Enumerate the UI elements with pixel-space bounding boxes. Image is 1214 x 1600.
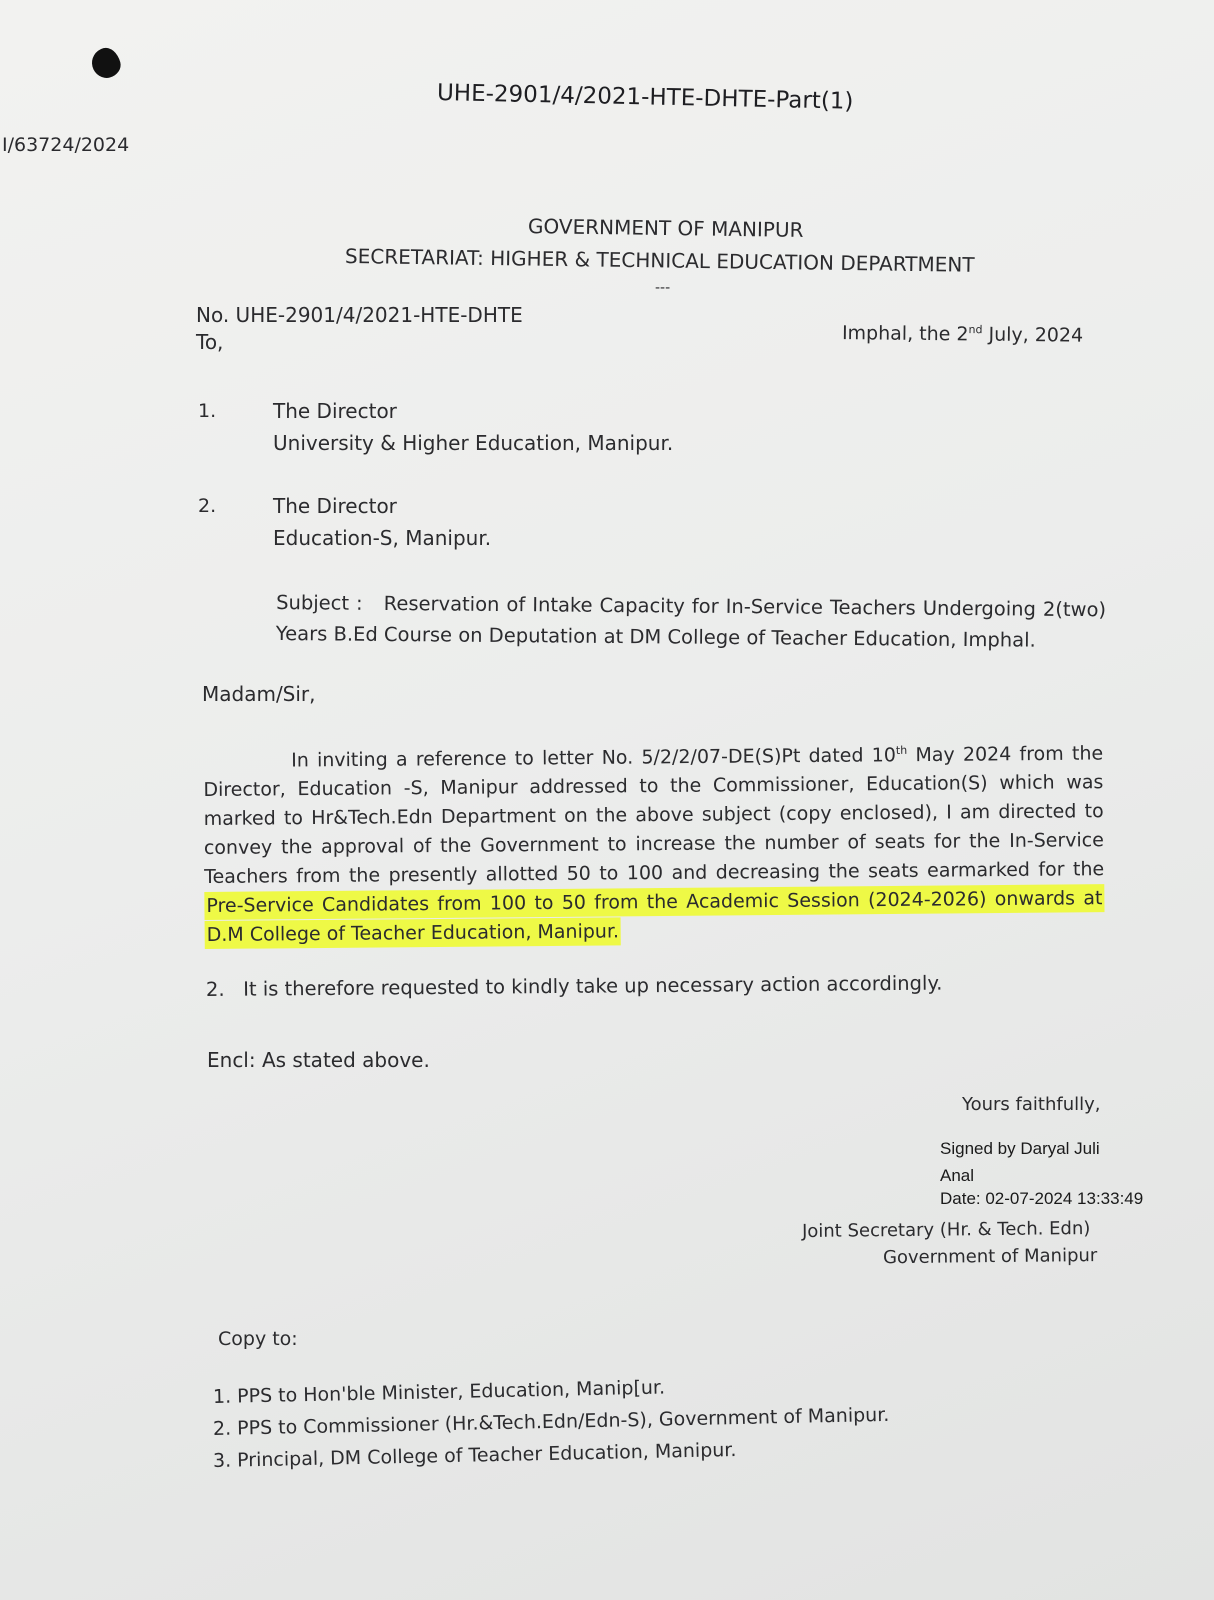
letter-number: No. UHE-2901/4/2021-HTE-DHTE: [196, 303, 523, 327]
highlighted-text: Pre-Service Candidates from 100 to 50 from the Academic Session (2024-2026) onwards at D.M College of Teacher Education, Manipur.: [204, 884, 1104, 949]
recipient-2-number: 2.: [198, 495, 217, 517]
heading-separator: ---: [655, 280, 671, 296]
file-number: UHE-2901/4/2021-HTE-DHTE-Part(1): [436, 80, 854, 115]
copy-to-label: Copy to:: [218, 1328, 298, 1350]
subject-label: Subject :: [276, 591, 363, 615]
subject-block: [276, 587, 1107, 656]
recipient-2: [273, 490, 491, 554]
copy-item-3: 3. Principal, DM College of Teacher Education, Manipur.: [212, 1439, 737, 1472]
government-heading: GOVERNMENT OF MANIPUR: [527, 214, 804, 242]
salutation: Madam/Sir,: [202, 682, 316, 706]
enclosure-note: Encl: As stated above.: [207, 1048, 430, 1072]
signatory-government: Government of Manipur: [882, 1245, 1098, 1269]
to-label: To,: [196, 330, 224, 354]
copy-item-1: 1. PPS to Hon'ble Minister, Education, Manip[ur.: [212, 1376, 666, 1408]
recipient-1-office: University & Higher Education, Manipur.: [273, 431, 674, 455]
recipient-2-title: The Director: [273, 494, 397, 518]
department-heading: SECRETARIAT: HIGHER & TECHNICAL EDUCATION DEPARTMENT: [344, 244, 975, 277]
recipient-1-title: The Director: [273, 399, 397, 423]
ink-blot-mark: [89, 45, 124, 81]
recipient-1: [273, 395, 673, 459]
signed-by-line-2: Anal: [940, 1166, 975, 1185]
signed-by-line-1: Signed by Daryal Juli: [940, 1139, 1100, 1158]
recipient-1-number: 1.: [198, 400, 217, 422]
copy-item-2: 2. PPS to Commissioner (Hr.&Tech.Edn/Edn-S), Government of Manipur.: [212, 1403, 890, 1440]
closing-yours-faithfully: Yours faithfully,: [962, 1094, 1101, 1115]
recipient-2-office: Education-S, Manipur.: [273, 526, 492, 550]
letter-date: Imphal, the 2nd July, 2024: [841, 322, 1084, 347]
signature-date: Date: 02-07-2024 13:33:49: [940, 1189, 1144, 1208]
body-paragraph-1: In inviting a reference to letter No. 5/2/2/07-DE(S)Pt dated 10th May 2024 from the Director, Education -S, Manipur addressed to the Commissioner, Education(S) which was marked to Hr&Tech.Edn Department on the above subject (copy enclosed), I am directed to convey the approval of the Government to increase the number of seats for the In-Service Teachers from the presently allotted 50 to 100 and decreasing the seats earmarked for the Pre-Service Candidates from 100 to 50 from the Academic Session (2024-2026) onwards at D.M College of Teacher Education, Manipur.: [203, 734, 1105, 950]
side-reference-number: I/63724/2024: [2, 134, 130, 156]
body-paragraph-2: 2. It is therefore requested to kindly take up necessary action accordingly.: [205, 971, 943, 1001]
subject-text: Reservation of Intake Capacity for In-Service Teachers Undergoing 2(two) Years B.Ed Course on Deputation at DM College of Teacher Education, Imphal.: [275, 591, 1107, 652]
signatory-designation: Joint Secretary (Hr. & Tech. Edn): [801, 1218, 1091, 1243]
